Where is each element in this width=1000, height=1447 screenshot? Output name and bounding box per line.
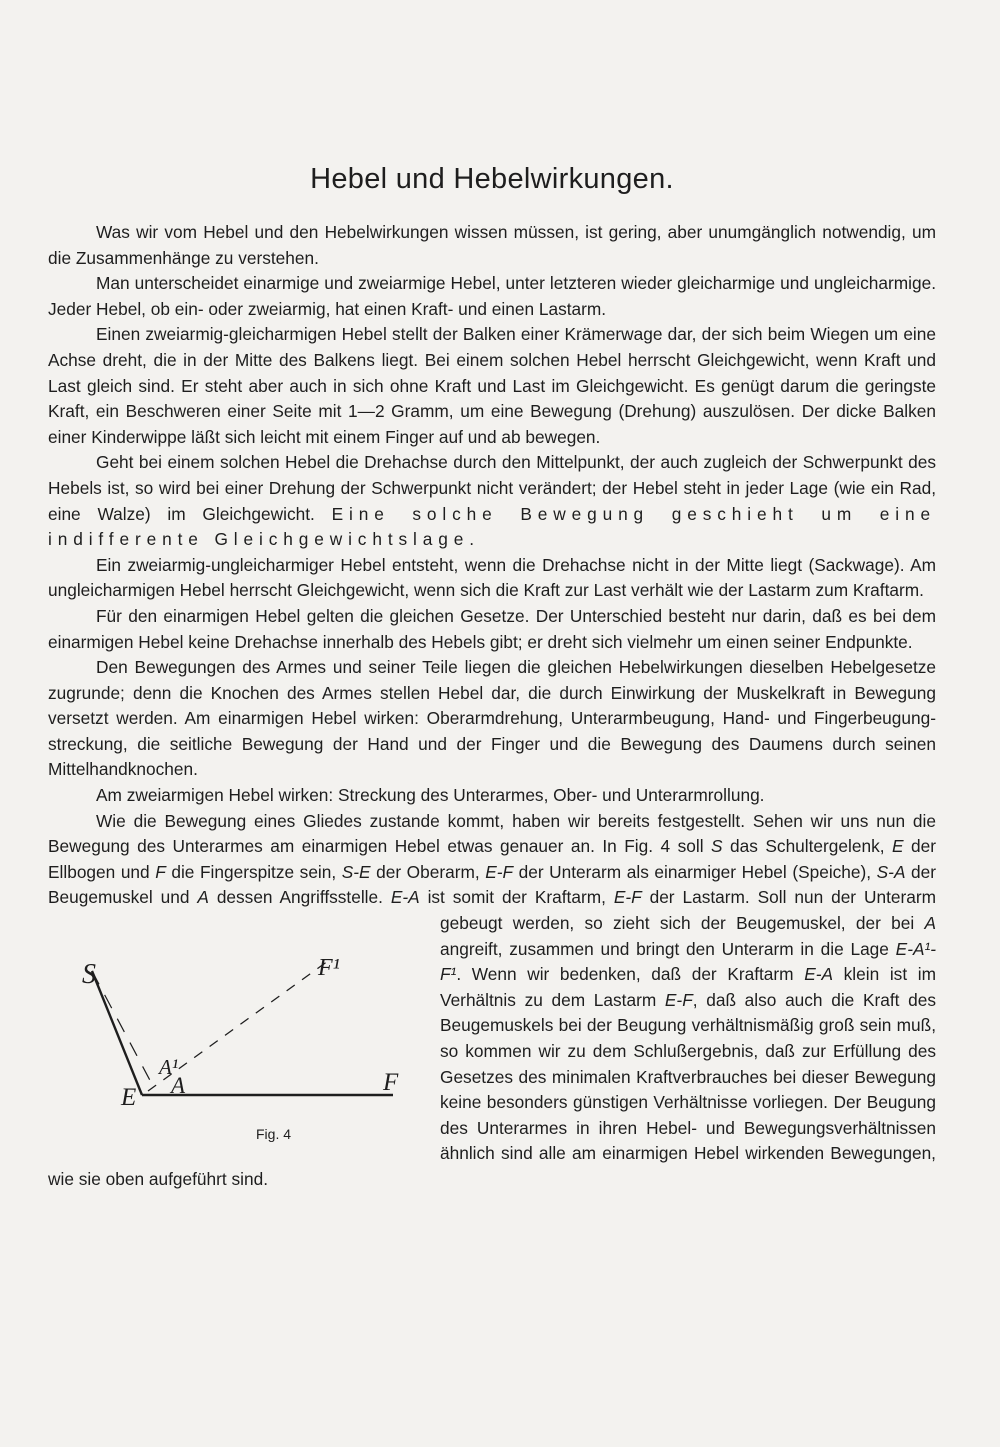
label-e: E	[121, 1084, 137, 1112]
page-title: Hebel und Hebelwirkungen.	[310, 163, 674, 195]
paragraph-text: der Unterarm als einarmiger Hebel (Speiche),	[513, 861, 877, 882]
symbol: S-A	[876, 861, 906, 882]
symbol: E-A	[804, 964, 834, 985]
paragraph-text: Geht bei einem solchen Hebel die Drehachse durch den Mittelpunkt, der auch zugleich der Schwerpunkt des Hebels ist, so wird bei einer Drehung der Schwerpunkt nicht verändert; der Hebel steht in jeder Lage (wie ein Rad, eine Walze) im Gleichgewicht.	[48, 452, 936, 524]
figure-4	[48, 913, 426, 1159]
paragraph: Einen zweiarmig-gleicharmigen Hebel stellt der Balken einer Krämerwage dar, der sich beim Wiegen um eine Achse dreht, die in der Mitte des Balkens liegt. Bei einem solchen Hebel herrscht Gleichgewicht, wenn Kraft und Last gleich sind. Er steht aber auch in sich ohne Kraft und Last im Gleichgewicht. Es genügt darum die geringste Kraft, ein Beschweren einer Seite mit 1—2 Gramm, um eine Bewegung (Drehung) auszulösen. Der dicke Balken einer Kinderwippe läßt sich leicht mit einem Finger auf und ab bewegen.	[48, 324, 936, 447]
paragraph-text: , daß also auch die Kraft des Beugemuskels bei der Beugung verhältnismäßig groß sein muß, so kommen wir zu dem Schlußergebnis, daß zur Erfüllung des Gesetzes des minimalen Kraftverbrauches bei dieser Bewegung keine besonders günstigen Verhältnisse vorliegen. Der Beugung des Unterarmes in ihren Hebel- und Bewegungsverhältnissen ähnlich sind alle am einarmigen Hebel wirkenden Bewegungen, wie sie oben aufgeführt sind.	[48, 989, 936, 1189]
paragraph: Den Bewegungen des Armes und seiner Teile liegen die gleichen Hebelwirkungen dieselben Hebelgesetze zugrunde; denn die Knochen des Armes stellen Hebel dar, die durch Einwirkung der Muskelkraft in Bewegung versetzt werden. Am einarmigen Hebel wirken: Oberarmdrehung, Unterarmbeugung, Hand- und Fingerbeugung-streckung, die seitliche Bewegung der Hand und der Finger und die Bewegung des Daumens durch seinen Mittelhandknochen.	[48, 657, 936, 780]
paragraph: Ein zweiarmig-ungleicharmiger Hebel entsteht, wenn die Drehachse nicht in der Mitte liegt (Sackwage). Am ungleicharmigen Hebel herrscht Gleichgewicht, wenn sich die Kraft zur Last verhält wie der Lastarm zum Kraftarm.	[48, 554, 936, 601]
paragraph-text: dessen Angriffsstelle.	[208, 887, 391, 908]
symbol: S-E	[341, 861, 371, 882]
label-a1: A¹	[159, 1055, 179, 1080]
body-text	[48, 220, 936, 1193]
symbol: S	[711, 836, 723, 857]
symbol: E-A	[390, 887, 420, 908]
paragraph	[48, 809, 936, 1193]
paragraph-text: der Ellbogen und	[48, 836, 937, 882]
label-f1: F¹	[318, 955, 340, 982]
upper-arm-line	[92, 971, 142, 1095]
page	[48, 0, 936, 1447]
paragraph-text: das Schultergelenk,	[722, 836, 893, 857]
symbol: E-F	[613, 887, 642, 908]
paragraph-text: der Beugemuskel und	[48, 861, 937, 908]
label-s: S	[82, 959, 96, 991]
paragraph-text: der Lastarm. Soll nun der Unterarm gebeugt werden, so zieht sich der Beugemuskel, der bei	[440, 887, 936, 934]
paragraph: Für den einarmigen Hebel gelten die gleichen Gesetze. Der Unterschied besteht nur darin, daß es bei dem einarmigen Hebel keine Drehachse innerhalb des Hebels gibt; er dreht sich vielmehr um einen seiner Endpunkte.	[48, 605, 936, 652]
paragraph-text: . Wenn wir bedenken, daß der Kraftarm	[456, 964, 805, 985]
symbol: E	[892, 836, 904, 857]
paragraph-text: angreift, zusammen und bringt den Unterarm in die Lage	[440, 938, 896, 959]
paragraph: Am zweiarmigen Hebel wirken: Streckung des Unterarmes, Ober- und Unterarmrollung.	[96, 785, 765, 806]
paragraph	[48, 450, 936, 552]
label-a: A	[171, 1073, 186, 1099]
paragraph-text: ist somit der Kraftarm,	[419, 887, 614, 908]
muscle-line	[92, 971, 153, 1086]
symbol: E-A¹-F¹	[440, 938, 936, 985]
symbol: A	[197, 887, 209, 908]
figure-caption: Fig. 4	[256, 1126, 292, 1143]
symbol: A	[924, 913, 936, 934]
paragraph: Was wir vom Hebel und den Hebelwirkungen wissen müssen, ist gering, aber unumgänglich notwendig, um die Zusammenhänge zu verstehen.	[48, 222, 936, 268]
paragraph-text: Wie die Bewegung eines Gliedes zustande kommt, haben wir bereits festgestellt. Sehen wir uns nun die Bewegung des Unterarmes am einarmigen Hebel etwas genauer an. In Fig. 4 soll	[48, 810, 936, 857]
symbol: E-F	[485, 861, 514, 882]
paragraph: Man unterscheidet einarmige und zweiarmige Hebel, unter letzteren wieder gleicharmige und ungleicharmige. Jeder Hebel, ob ein- oder zweiarmig, hat einen Kraft- und einen Lastarm.	[48, 273, 936, 319]
symbol: E-F	[664, 989, 693, 1010]
label-f: F	[383, 1069, 399, 1097]
symbol: F	[155, 861, 166, 882]
paragraph-text: klein ist im Verhältnis zu dem Lastarm	[440, 964, 937, 1010]
emphasized-text: Eine solche Bewegung geschieht um eine indifferente Gleichgewichtslage.	[48, 503, 936, 550]
paragraph-text: der Oberarm,	[370, 861, 486, 882]
paragraph-text: die Fingerspitze sein,	[165, 861, 342, 882]
